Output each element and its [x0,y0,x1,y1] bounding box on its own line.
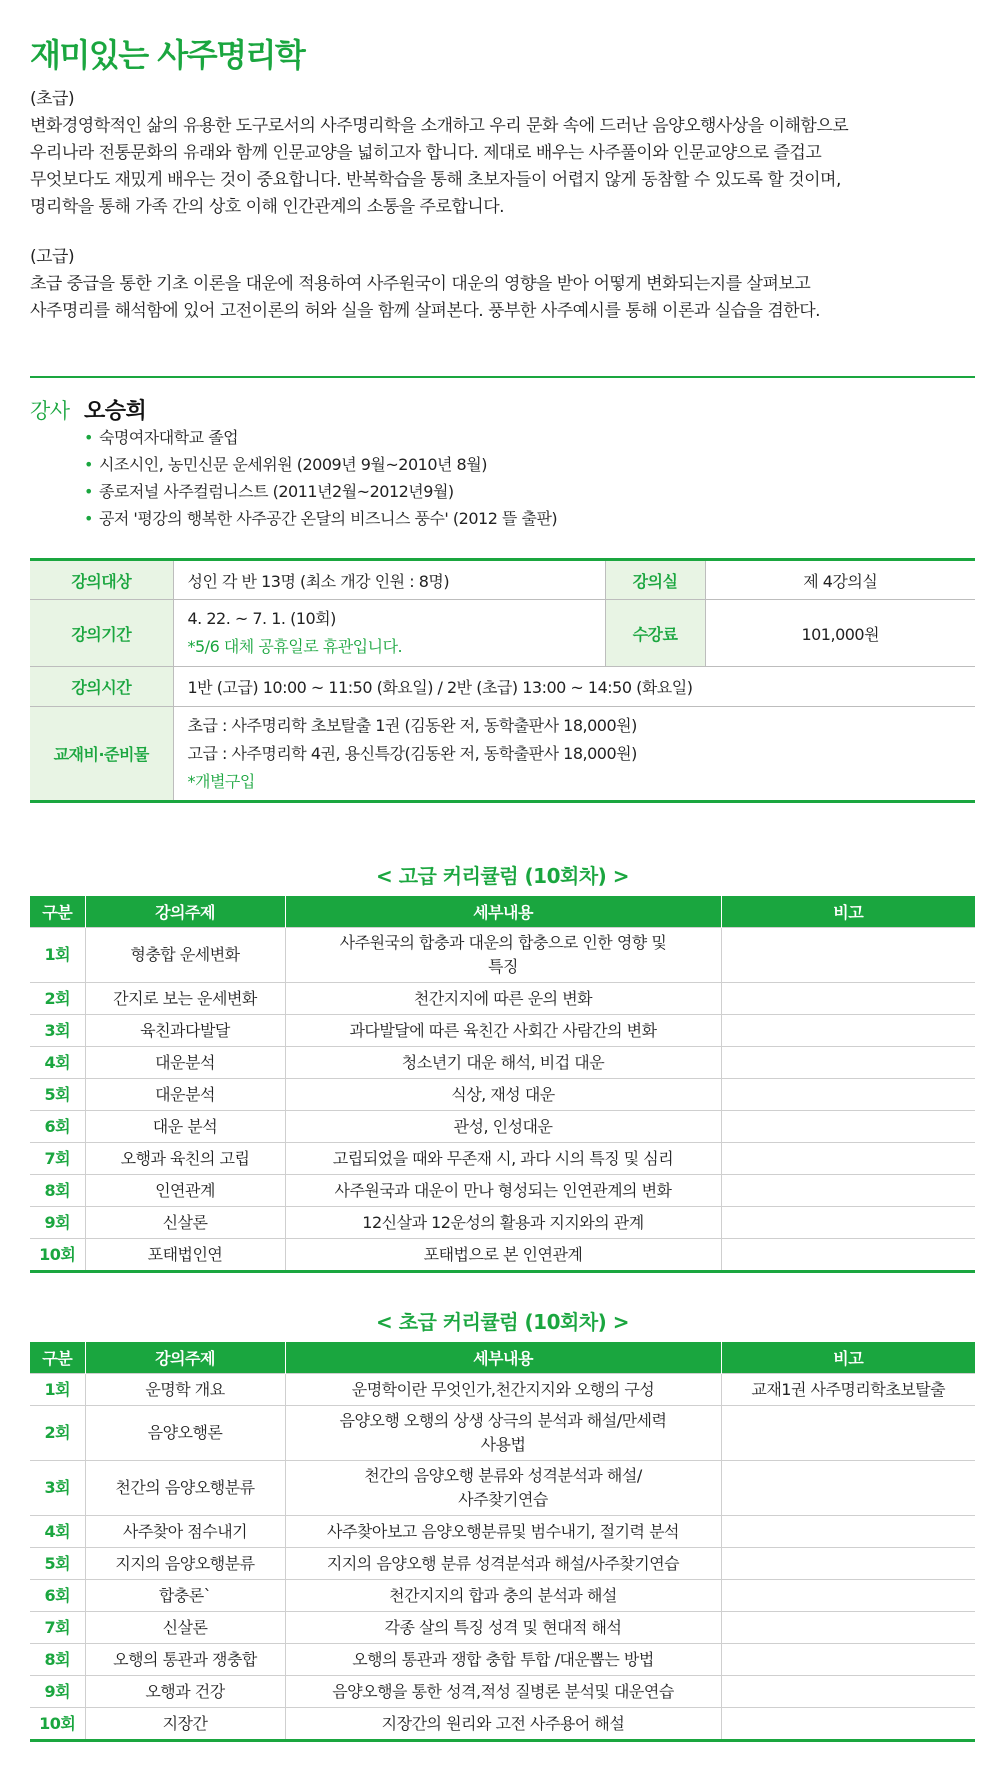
session-note [721,1461,975,1516]
table-row [30,1612,975,1644]
session-detail [285,928,721,983]
time-value: 1반 (고급) 10:00 ~ 11:50 (화요일) / 2반 (초급) 13:00 ~ 14:50 (화요일) [173,667,975,707]
bio-item: • 종로저널 사주컬럼니스트 (2011년2월~2012년9월) [84,482,454,501]
table-row [30,1708,975,1741]
session-detail-line: 오행의 통관과 쟁합 충합 투합 /대운뽑는 방법 [352,1649,654,1669]
section-divider [30,376,975,378]
session-detail [285,1612,721,1644]
session-topic: 오행과 육친의 고립 [85,1143,285,1175]
session-detail [285,1461,721,1516]
session-topic: 인연관계 [85,1175,285,1207]
session-topic: 신살론 [85,1207,285,1239]
session-number: 6회 [30,1111,85,1143]
session-detail [285,1644,721,1676]
session-number: 9회 [30,1676,85,1708]
advanced-curriculum-title: < 고급 커리큘럼 (10회차) > [375,864,630,888]
table-row [30,1015,975,1047]
period-note: *5/6 대체 공휴일로 휴관입니다. [187,637,403,656]
session-topic: 포태법인연 [85,1239,285,1272]
session-topic: 신살론 [85,1612,285,1644]
instructor-name: 오승희 [84,399,147,424]
session-topic: 간지로 보는 운세변화 [85,983,285,1015]
session-detail [285,1143,721,1175]
session-number: 4회 [30,1516,85,1548]
col-header-note: 비고 [721,1342,975,1374]
table-row [30,1516,975,1548]
col-header-detail: 세부내용 [285,896,721,928]
bio-item: • 시조시인, 농민신문 운세위원 (2009년 9월~2010년 8월) [84,455,487,474]
basic-curriculum-body [30,1374,975,1741]
session-topic: 오행과 건강 [85,1676,285,1708]
session-number: 10회 [30,1708,85,1741]
session-detail-line: 각종 살의 특징 성격 및 현대적 해석 [384,1617,622,1637]
session-number: 6회 [30,1580,85,1612]
session-detail-line: 지지의 음양오행 분류 성격분석과 해설/사주찾기연습 [326,1553,680,1573]
session-note [721,1143,975,1175]
intro-advanced-line: 사주명리를 해석함에 있어 고전이론의 허와 실을 함께 살펴본다. 풍부한 사주예시를 통해 이론과 실습을 겸한다. [30,301,821,321]
session-note [721,1239,975,1272]
time-label: 강의시간 [30,667,173,707]
session-detail-line: 사주찾아보고 음양오행분류및 범수내기, 절기력 분석 [327,1521,679,1541]
session-note [721,1548,975,1580]
session-note [721,1111,975,1143]
course-info-table [30,558,975,803]
col-header-topic: 강의주제 [85,1342,285,1374]
session-number: 4회 [30,1047,85,1079]
session-note [721,1175,975,1207]
period-label: 강의기간 [30,600,173,667]
session-topic: 사주찾아 점수내기 [85,1516,285,1548]
session-note [721,1047,975,1079]
session-note [721,1644,975,1676]
session-detail [285,1374,721,1406]
session-detail-line: 청소년기 대운 해석, 비겁 대운 [401,1052,605,1072]
session-topic: 육친과다발달 [85,1015,285,1047]
session-detail-line: 포태법으로 본 인연관계 [423,1244,583,1264]
materials-item: 고급 : 사주명리학 4권, 용신특강(김동완 저, 동학출판사 18,000원) [187,743,637,763]
session-detail-line: 특징 [488,957,518,976]
session-number: 5회 [30,1079,85,1111]
session-number: 10회 [30,1239,85,1272]
table-row [30,1079,975,1111]
session-detail [285,1516,721,1548]
table-row [30,1580,975,1612]
target-label: 강의대상 [30,560,173,600]
advanced-curriculum-table [30,896,975,1273]
bio-item: • 숙명여자대학교 졸업 [84,428,239,447]
col-header-note: 비고 [721,896,975,928]
session-detail [285,1015,721,1047]
session-detail-line: 관성, 인성대운 [453,1116,553,1136]
session-detail [285,1580,721,1612]
session-number: 5회 [30,1548,85,1580]
session-note [721,1079,975,1111]
session-number: 3회 [30,1461,85,1516]
session-note: 교재1권 사주명리학초보탈출 [721,1374,975,1406]
session-number: 3회 [30,1015,85,1047]
bio-item: • 공저 '평강의 행복한 사주공간 온달의 비즈니스 풍수' (2012 뜰 출판) [84,509,558,528]
session-detail-line: 사주원국과 대운이 만나 형성되는 인연관계의 변화 [334,1180,672,1200]
session-detail-line: 사용법 [480,1435,526,1454]
session-note [721,1708,975,1741]
intro-basic-line: 무엇보다도 재밌게 배우는 것이 중요합니다. 반복학습을 통해 초보자들이 어렵지 않게 동참할 수 있도록 할 것이며, [30,170,841,190]
intro-advanced [30,244,975,325]
session-detail-line: 고립되었을 때와 무존재 시, 과다 시의 특징 및 심리 [332,1148,674,1168]
session-topic: 지장간 [85,1708,285,1741]
session-note [721,1676,975,1708]
session-detail-line: 식상, 재성 대운 [451,1084,555,1104]
session-number: 8회 [30,1644,85,1676]
session-detail-line: 과다발달에 따른 육친간 사회간 사람간의 변화 [349,1020,657,1040]
session-detail-line: 사주찾기연습 [458,1490,548,1509]
fee-label: 수강료 [605,600,705,667]
session-topic: 음양오행론 [85,1406,285,1461]
session-detail-line: 음양오행을 통한 성격,적성 질병론 분석및 대운연습 [332,1681,674,1701]
session-number: 8회 [30,1175,85,1207]
page-title: 재미있는 사주명리학 [30,36,305,74]
session-detail-line: 천간지지의 합과 충의 분석과 해설 [389,1585,617,1605]
intro-basic-line: 우리나라 전통문화의 유래와 함께 인문교양을 넓히고자 합니다. 제대로 배우는 사주풀이와 인문교양으로 즐겁고 [30,143,822,163]
instructor-bio-list [84,424,557,532]
session-note [721,1612,975,1644]
session-note [721,928,975,983]
intro-basic-line: 명리학을 통해 가족 간의 상호 이해 인간관계의 소통을 주로합니다. [30,197,505,217]
session-number: 9회 [30,1207,85,1239]
session-detail-line: 천간의 음양오행 분류와 성격분석과 해설/ [364,1466,642,1485]
session-detail [285,1406,721,1461]
col-header-detail: 세부내용 [285,1342,721,1374]
table-row [30,1175,975,1207]
session-detail-line: 음양오행 오행의 상생 상극의 분석과 해설/만세력 [339,1411,667,1430]
session-topic: 지지의 음양오행분류 [85,1548,285,1580]
session-detail [285,1708,721,1741]
session-note [721,1406,975,1461]
bullet-icon: • [84,482,93,501]
fee-value: 101,000원 [705,600,975,667]
table-row [30,1207,975,1239]
table-row [30,1406,975,1461]
table-row [30,1461,975,1516]
session-detail-line: 사주원국의 합충과 대운의 합충으로 인한 영향 및 [339,933,667,952]
table-row [30,1111,975,1143]
session-number: 7회 [30,1612,85,1644]
col-header-no: 구분 [30,896,85,928]
session-topic: 운명학 개요 [85,1374,285,1406]
session-detail [285,1111,721,1143]
session-detail [285,1207,721,1239]
intro-basic [30,86,975,221]
session-detail-line: 운명학이란 무엇인가,천간지지와 오행의 구성 [351,1379,655,1399]
table-row [30,983,975,1015]
session-note [721,1207,975,1239]
session-note [721,1516,975,1548]
session-number: 1회 [30,928,85,983]
target-value: 성인 각 반 13명 (최소 개강 인원 : 8명) [173,560,605,600]
session-note [721,983,975,1015]
materials-label: 교재비·준비물 [30,707,173,802]
session-number: 7회 [30,1143,85,1175]
session-topic: 오행의 통관과 쟁충합 [85,1644,285,1676]
table-row [30,1143,975,1175]
materials-cell [173,707,975,802]
table-row [30,928,975,983]
session-topic: 대운분석 [85,1047,285,1079]
session-detail-line: 천간지지에 따른 운의 변화 [413,988,593,1008]
period-value: 4. 22. ~ 7. 1. (10회) [187,609,336,628]
intro-basic-line: 변화경영학적인 삶의 유용한 도구로서의 사주명리학을 소개하고 우리 문화 속에 드러난 음양오행사상을 이해함으로 [30,116,849,136]
session-detail [285,1079,721,1111]
bullet-icon: • [84,455,93,474]
intro-advanced-heading: (고급) [30,247,75,267]
session-topic: 합충론` [85,1580,285,1612]
session-number: 2회 [30,983,85,1015]
table-row [30,1239,975,1272]
session-note [721,1580,975,1612]
bullet-icon: • [84,509,93,528]
session-detail [285,1175,721,1207]
session-number: 2회 [30,1406,85,1461]
session-topic: 형충합 운세변화 [85,928,285,983]
table-row [30,1374,975,1406]
materials-item: 초급 : 사주명리학 초보탈출 1권 (김동완 저, 동학출판사 18,000원) [187,715,637,735]
advanced-curriculum-body [30,928,975,1272]
table-row [30,1548,975,1580]
intro-advanced-line: 초급 중급을 통한 기초 이론을 대운에 적용하여 사주원국이 대운의 영향을 받아 어떻게 변화되는지를 살펴보고 [30,274,811,294]
session-detail-line: 12신살과 12운성의 활용과 지지와의 관계 [362,1212,644,1232]
room-label: 강의실 [605,560,705,600]
col-header-no: 구분 [30,1342,85,1374]
session-number: 1회 [30,1374,85,1406]
session-topic: 대운분석 [85,1079,285,1111]
session-detail [285,1239,721,1272]
session-detail [285,1548,721,1580]
table-row [30,1047,975,1079]
room-value: 제 4강의실 [705,560,975,600]
basic-curriculum-table [30,1342,975,1742]
basic-curriculum-title: < 초급 커리큘럼 (10회차) > [375,1310,630,1334]
materials-note: *개별구입 [187,771,255,791]
table-row [30,1676,975,1708]
bullet-icon: • [84,428,93,447]
session-detail [285,1047,721,1079]
intro-basic-heading: (초급) [30,89,75,109]
session-detail [285,1676,721,1708]
table-row [30,1644,975,1676]
instructor-label: 강사 [30,399,70,423]
session-detail-line: 지장간의 원리와 고전 사주용어 해설 [381,1713,625,1733]
session-note [721,1015,975,1047]
period-cell [173,600,605,667]
col-header-topic: 강의주제 [85,896,285,928]
session-detail [285,983,721,1015]
session-topic: 대운 분석 [85,1111,285,1143]
session-topic: 천간의 음양오행분류 [85,1461,285,1516]
